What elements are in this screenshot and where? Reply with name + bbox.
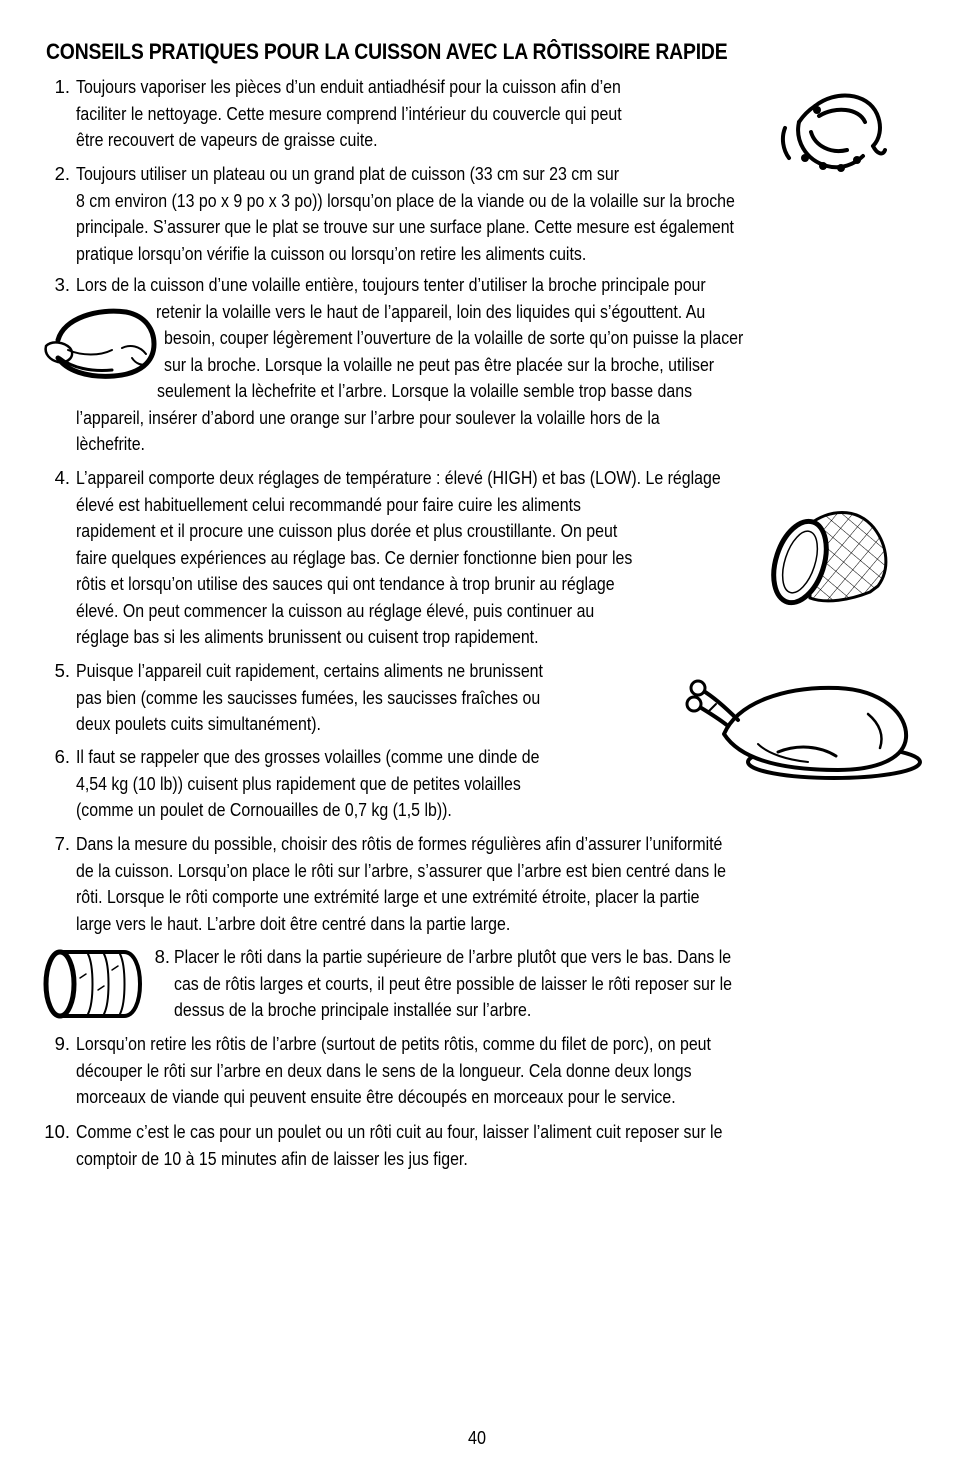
item-number: 1. (54, 76, 70, 97)
item-line: dessus de la broche principale installée sur l’arbre. (174, 999, 532, 1020)
item-line: faciliter le nettoyage. Cette mesure comprend l’intérieur du couvercle qui peut (76, 102, 622, 124)
item-line: sur la broche. Lorsque la volaille ne peut pas être placée sur la broche, utiliser (164, 353, 715, 375)
item-number: 5. (54, 660, 70, 681)
item-line: large vers le haut. L’arbre doit être centré dans la partie large. (76, 912, 511, 934)
list-item (54, 744, 615, 824)
item-line: pas bien (comme les saucisses fumées, les saucisses fraîches ou (76, 686, 541, 708)
item-number: 10. (44, 1121, 70, 1142)
page-number: 40 (467, 1428, 487, 1448)
item-line: Lorsqu’on retire les rôtis de l’arbre (surtout de petits rôtis, comme du filet de porc), on peut (76, 1033, 711, 1054)
item-line: découper le rôti sur l’arbre en deux dans le sens de la longueur. Cela donne deux longs (76, 1059, 692, 1081)
item-line: besoin, couper légèrement l’ouverture de la volaille de sorte qu’on puisse la placer (164, 327, 744, 348)
item-line: retenir la volaille vers le haut de l’appareil, loin des liquides qui s’égouttent. Au (156, 300, 706, 322)
roast-chicken-icon (668, 674, 924, 784)
list-item (154, 944, 823, 1024)
list-item (54, 272, 838, 458)
item-line: rôti. Lorsque le rôti comporte une extrémité large et une extrémité étroite, placer la partie (76, 886, 700, 907)
item-line: rapidement et il procure une cuisson plus dorée et plus croustillante. On peut (76, 520, 618, 541)
item-line: morceaux de viande qui peuvent ensuite être découpés en morceaux pour le service. (76, 1086, 676, 1107)
list-item (54, 831, 832, 937)
item-number: 4. (54, 467, 70, 488)
item-line: faire quelques expériences au réglage bas. Ce dernier fonctionne bien pour les (76, 546, 633, 568)
item-line: de la cuisson. Lorsqu’on place le rôti sur l’arbre, s’assurer que l’arbre est bien centré dans le (76, 859, 727, 881)
list-item (54, 465, 826, 651)
item-line: comptoir de 10 à 15 minutes afin de laisser les jus figer. (76, 1147, 468, 1169)
item-line: deux poulets cuits simultanément). (76, 713, 321, 734)
item-line: 4,54 kg (10 lb)) cuisent plus rapidement que de petites volailles (76, 772, 521, 794)
item-line: Toujours vaporiser les pièces d’un enduit antiadhésif pour la cuisson afin d’en (76, 76, 621, 97)
item-line: être recouvert de vapeurs de graisse cuite. (76, 129, 378, 150)
item-line: seulement la lèchefrite et l’arbre. Lorsque la volaille semble trop basse dans (157, 380, 693, 401)
item-line: l’appareil, insérer d’abord une orange sur l’arbre pour soulever la volaille hors de la (76, 406, 660, 428)
item-number: 9. (54, 1033, 70, 1054)
item-line: Toujours utiliser un plateau ou un grand plat de cuisson (33 cm sur 23 cm sur (76, 163, 620, 184)
item-line: élevé est habituellement celui recommandé pour faire cuire les aliments (76, 493, 581, 515)
item-line: lèchefrite. (76, 433, 145, 454)
item-number: 7. (54, 833, 70, 854)
item-line: 8 cm environ (13 po x 9 po x 3 po)) lorsqu’on place de la viande ou de la volaille sur la broche (76, 189, 735, 211)
item-line: réglage bas si les aliments brunissent ou cuisent trop rapidement. (76, 626, 539, 647)
page-title: CONSEILS PRATIQUES POUR LA CUISSON AVEC LA RÔTISSOIRE RAPIDE (46, 39, 728, 64)
item-line: cas de rôtis larges et courts, il peut être possible de laisser le rôti reposer sur le (174, 972, 732, 994)
poultry-icon (42, 304, 162, 384)
ham-icon (770, 500, 892, 608)
item-line: (comme un poulet de Cornouailles de 0,7 kg (1,5 lb)). (76, 799, 452, 820)
list-item (54, 161, 842, 267)
shrimp-icon (775, 88, 887, 178)
item-line: rôtis et lorsqu’on utilise des sauces qui ont tendance à trop brunir au réglage (76, 573, 615, 594)
item-line: Lors de la cuisson d’une volaille entière, toujours tenter d’utiliser la broche principale pour (76, 274, 706, 295)
item-number: 3. (54, 274, 70, 295)
item-line: principale. S’assurer que le plat se trouve sur une surface plane. Cette mesure est également (76, 216, 734, 237)
item-line: Dans la mesure du possible, choisir des rôtis de formes régulières afin d’assurer l’uniformité (76, 833, 723, 854)
item-line: pratique lorsqu’on vérifie la cuisson ou lorsqu’on retire les aliments cuits. (76, 242, 587, 264)
list-item (54, 74, 710, 154)
item-line: Il faut se rappeler que des grosses volailles (comme une dinde de (76, 746, 540, 767)
item-line: Comme c’est le cas pour un poulet ou un rôti cuit au four, laisser l’aliment cuit reposer sur le (76, 1121, 723, 1142)
list-item (54, 1031, 814, 1111)
item-line: Placer le rôti dans la partie supérieure de l’arbre plutôt que vers le bas. Dans le (174, 946, 732, 967)
item-number: 8. (154, 946, 170, 967)
item-line: élevé. On peut commencer la cuisson au réglage élevé, puis continuer au (76, 599, 595, 621)
item-line: L’appareil comporte deux réglages de température : élevé (HIGH) et bas (LOW). Le réglage (76, 467, 721, 488)
list-item (54, 658, 619, 738)
roast-icon (42, 946, 142, 1020)
item-line: Puisque l’appareil cuit rapidement, certains aliments ne brunissent (76, 660, 543, 681)
item-number: 6. (54, 746, 70, 767)
list-item (44, 1119, 828, 1172)
item-number: 2. (54, 163, 70, 184)
